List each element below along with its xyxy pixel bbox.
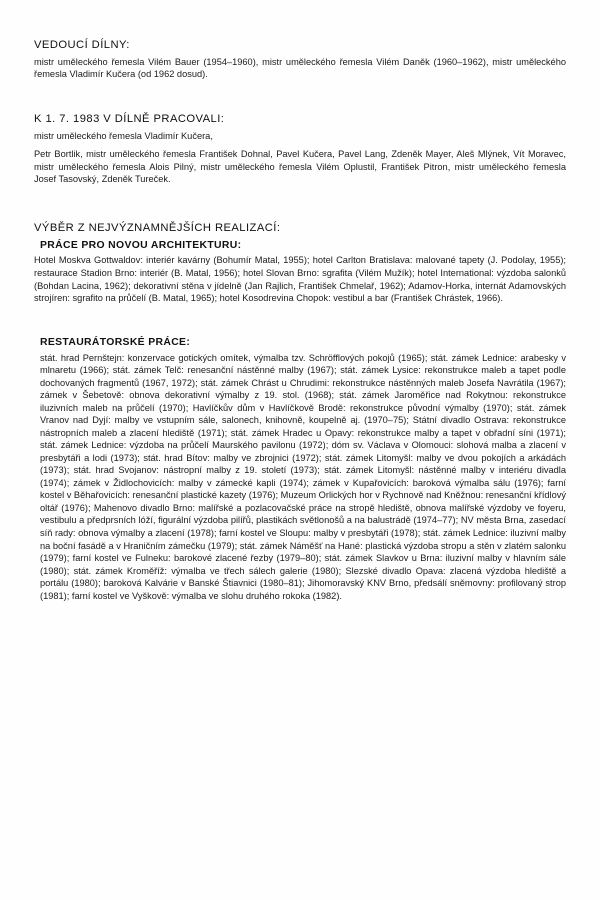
section-heading: K 1. 7. 1983 V DÍLNĚ PRACOVALI: [34, 112, 225, 125]
paragraph: Hotel Moskva Gottwaldov: interiér kavárny (Bohumír Matal, 1955); hotel Carlton Bratislava: malované tapety (J. Podolay, 1955); restaurace Stadion Brno: interiér (B. Matal, 1956); hotel Slovan Brno: sgrafita (Vilém Mužík); hotel International: výzdoba salonků (Bohdan Lacina, 1962); dekorativní stěna v jídelně (Jan Rajlich, František Chmelař, 1962); Adamov-Horka, internát Adamovských strojíren: sgrafito na průčelí (B. Matal, 1965); hotel Kosodrevina Chopok: vestibul a bar (František Chrástek, 1966). [34, 255, 566, 304]
section-heading: VÝBĚR Z NEJVÝZNAMNĚJŠÍCH REALIZACÍ: [34, 221, 281, 234]
spacer [34, 204, 566, 221]
spacer [34, 99, 566, 112]
section-heading: VEDOUCÍ DÍLNY: [34, 39, 130, 51]
paragraph: mistr uměleckého řemesla Vilém Bauer (1954–1960), mistr uměleckého řemesla Vilém Daněk (1960–1962), mistr uměleckého řemesla Vladimír Kučera (od 1962 dosud). [34, 56, 566, 80]
section-restauratorske-prace [34, 336, 566, 603]
spacer [34, 323, 566, 336]
section-vedouci-dilny [34, 38, 566, 81]
section-k-1-7-1983 [34, 112, 566, 186]
section-vyber-realizaci [34, 221, 566, 305]
section-subheading: PRÁCE PRO NOVOU ARCHITEKTURU: [40, 239, 242, 251]
paragraph: Petr Bortlik, mistr uměleckého řemesla František Dohnal, Pavel Kučera, Pavel Lang, Zdeněk Mayer, Aleš Mlýnek, Vít Moravec, mistr uměleckého řemesla Alois Pilný, mistr uměleckého řemesla Vilém Oplustil, František Pitron, mistr uměleckého řemesla Josef Tasovský, Zdeněk Tureček. [34, 149, 566, 185]
paragraph: mistr uměleckého řemesla Vladimír Kučera, [34, 130, 213, 141]
section-subheading: RESTAURÁTORSKÉ PRÁCE: [40, 336, 191, 348]
paragraph: stát. hrad Pernštejn: konzervace gotických omítek, výmalba tzv. Schröfflových pokojů (1965); stát. zámek Lednice: arabesky v mlnaretu (1966); stát. zámek Telč: renesanční nástěnné malby (1967); stát. zámek Lysice: rekonstrukce maleb a tapet podle dochovaných fragmentů (1967, 1972); stát. zámek Chrást u Chrudimi: rekonstrukce nástěnných maleb Josefa Navrátila (1967); zámek v Šebetově: obnova dekorativní výmalby z 19. stol. (1968); stát. zámek Jaroměřice nad Rokytnou: rekonstrukce iluzivních maleb na průčelí (1970); Havlíčkův dům v Havlíčkově Brodě: rekonstrukce původní výmalby (1970); stát. zámek Vranov nad Dyjí: malby ve vstupním sále, salonech, knihovně, koupelně aj. (1970–75); Státní divadlo Ostrava: rekonstrukce nástropních maleb a zlacení hlediště (1971); stát. zámek Hradec u Opavy: rekonstrukce malby a tapet v obřadní síni (1971); stát. zámek Lednice: výzdoba na průčelí Maurského pavilonu (1972); dóm sv. Václava v Olomouci: slohová malba a zlacení v presbytáři a lodi (1973); stát. hrad Bítov: malby ve zbrojnici (1972); stát. zámek Litomyšl: malby ve dvou pokojích a arkádách (1973); stát. hrad Svojanov: nástropní malby z 19. století (1973); stát. zámek Litomyšl: nástěnné malby v interiéru divadla (1974); zámek v Židlochovicích: malby v zámecké kapli (1974); zámek v Kupařovicích: baroková výmalba sálu (1976); farní kostel v Běhařovicích: renesanční plastické kazety (1976); Muzeum Orlických hor v Rychnově nad Kněžnou: renesanční křídlový oltář (1976); Mahenovo divadlo Brno: malířské a pozlacovačské práce na stropě hlediště, obnova malířské výzdoby ve foyeru, vestibulu a předprsních lóží, figurální výzdoba pilířů, plastikách světlonošů a na balustrádě (1974–77); NV města Brna, zasedací síň rady: obnova výmalby a zlacení (1978); farní kostel ve Sloupu: malby v presbytáři (1978); stát. zámek Lednice: iluzivní malby na boční fasádě a v Hraničním zámečku (1979); stát. zámek Náměšť na Hané: plastická výzdoba stropu a stěn v zlatém salonku (1979); farní kostel ve Fulneku: barokové zlacené řezby (1979–80); stát. zámek Slavkov u Brna: iluzivní malby v hlavním sále (1980); stát. zámek Kroměříž: výmalba ve třech sálech galerie (1980); Slezské divadlo Opava: zlacená výzdoba hlediště a portálu (1980); baroková Kalvárie v Banské Štiavnici (1980–81); Jihomoravský KNV Brno, předsálí sněmovny: profilovaný strop (1981); farní kostel ve Vyškově: výmalba ve slohu druhého rokoka (1982). [40, 352, 566, 601]
